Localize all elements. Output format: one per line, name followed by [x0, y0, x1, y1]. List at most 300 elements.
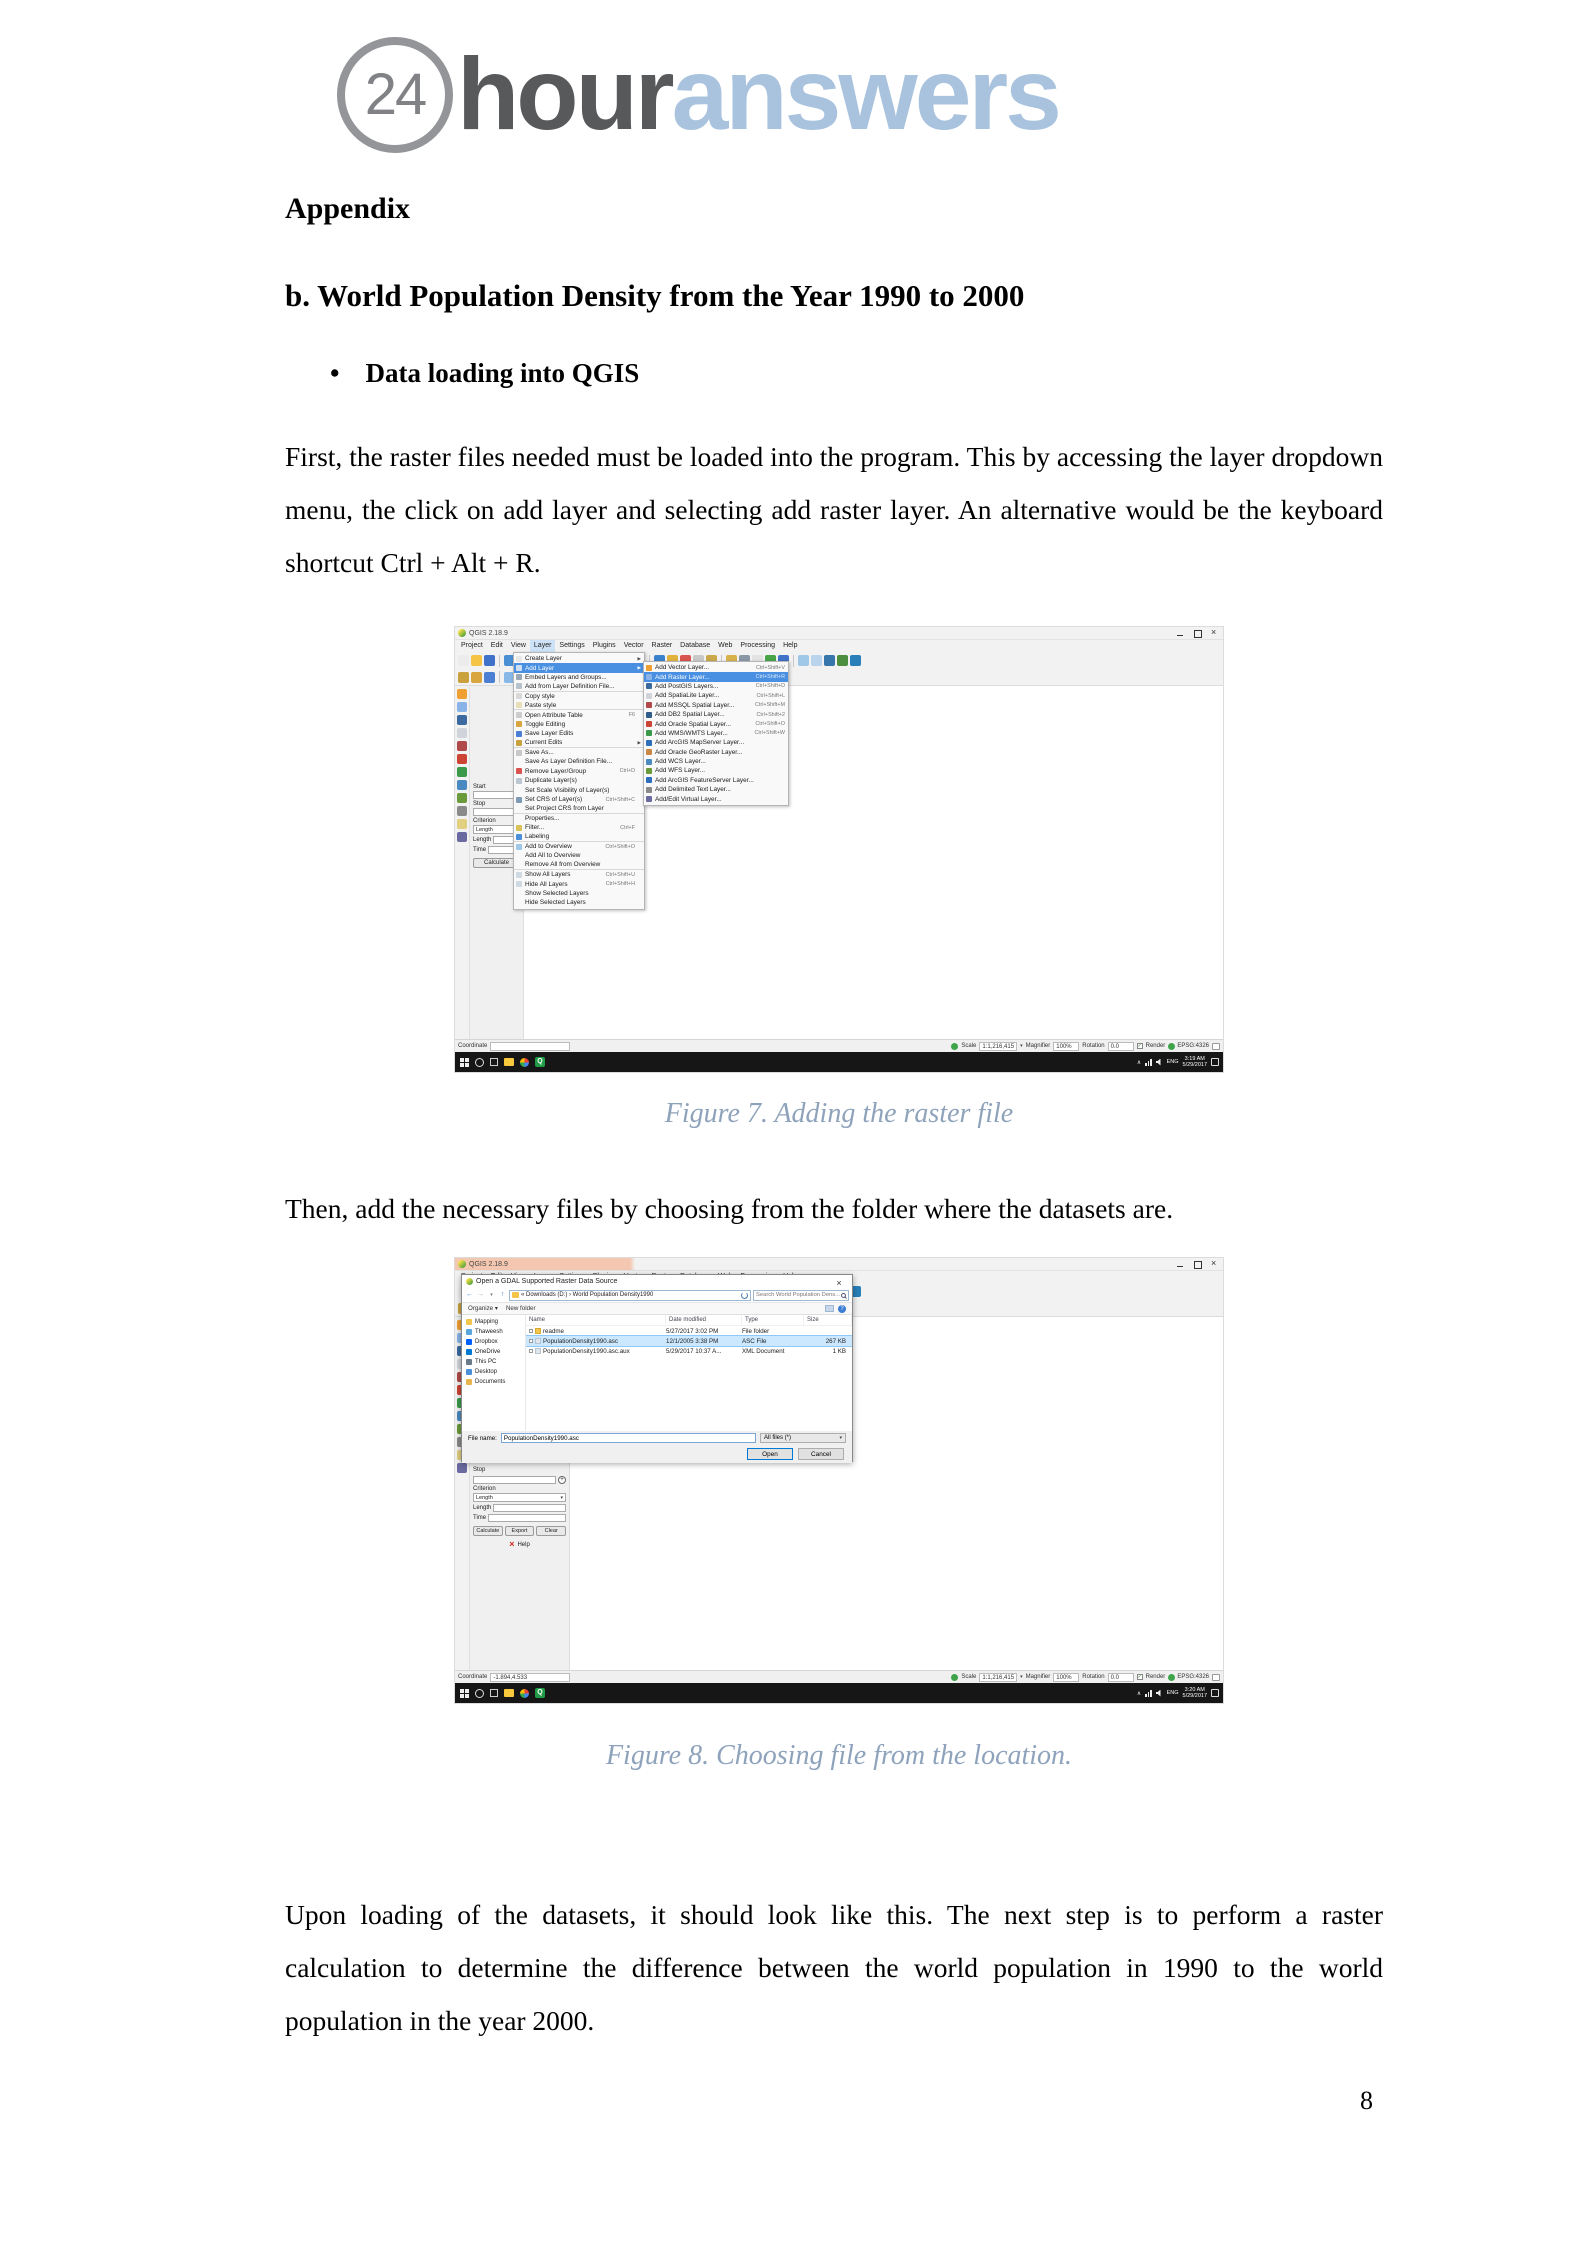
section-heading: b. World Population Density from the Year 1990 to 2000 — [285, 278, 1025, 313]
layer-menu-item[interactable]: Show All Layers Ctrl+Shift+U — [514, 870, 644, 879]
layer-menu-item[interactable]: Copy style — [514, 692, 644, 701]
browser-button[interactable] — [520, 1058, 529, 1067]
magnifier-label: Magnifier — [1025, 1674, 1051, 1680]
logo-word-answers: answers — [671, 37, 1059, 151]
file-row[interactable]: readme 5/27/2017 3:02 PM File folder — [526, 1326, 852, 1336]
layer-menu-item[interactable]: Duplicate Layer(s) — [514, 776, 644, 785]
bullet-item-label: • Data loading into QGIS — [365, 358, 640, 388]
magnifier-input[interactable]: 100% — [1053, 1042, 1079, 1051]
sidebar-item[interactable]: This PC — [462, 1357, 525, 1367]
menu-item-icon — [646, 768, 652, 774]
page-number: 8 — [1360, 2086, 1373, 2115]
save-edits-icon[interactable] — [484, 672, 495, 683]
add-layer-menu-item[interactable]: Add ArcGIS FeatureServer Layer... — [644, 776, 788, 785]
menu-item-icon — [646, 693, 652, 699]
file-checkbox[interactable] — [529, 1349, 533, 1353]
browser-button[interactable] — [520, 1689, 529, 1698]
criterion-label: Criterion — [473, 818, 496, 824]
stop-label: Stop — [473, 801, 486, 807]
add-vector-layer-icon[interactable] — [457, 689, 467, 699]
layer-menu-item[interactable]: Labeling — [514, 832, 644, 841]
search-placeholder: Search World Population Dens... — [756, 1292, 840, 1298]
menu-item[interactable]: Plugins — [592, 642, 616, 649]
globe-icon — [951, 1043, 958, 1050]
maximize-icon[interactable] — [1189, 1258, 1206, 1270]
sidebar-item[interactable]: Mapping — [462, 1317, 525, 1327]
scale-label: Scale — [961, 1674, 977, 1680]
add-wms-layer-icon[interactable] — [457, 767, 467, 777]
search-button[interactable] — [475, 1689, 484, 1698]
menu-item-icon — [516, 768, 522, 774]
menu-item-icon — [516, 805, 522, 811]
file-list — [526, 1315, 852, 1431]
crs-status-button[interactable]: EPSG:4326 — [1168, 1043, 1209, 1050]
submenu-arrow-icon: ▶ — [637, 739, 641, 745]
layer-menu-item[interactable]: Remove Layer/Group Ctrl+D — [514, 767, 644, 776]
menu-item-icon — [646, 674, 652, 680]
menu-item-icon — [516, 900, 522, 906]
up-icon[interactable] — [498, 1290, 507, 1300]
add-layer-menu-item[interactable]: Add WFS Layer... — [644, 766, 788, 775]
menu-item-icon — [516, 890, 522, 896]
new-shapefile-layer-icon[interactable] — [457, 819, 467, 829]
logo-circle-text: 24 — [364, 62, 426, 127]
window-title: QGIS 2.18.9 — [469, 629, 508, 637]
layer-menu-item[interactable]: Open Attribute Table F6 — [514, 710, 644, 719]
minimize-icon[interactable] — [1172, 1258, 1189, 1270]
menu-item[interactable]: Processing — [740, 642, 776, 649]
qgis-logo-icon — [458, 1260, 466, 1268]
network-icon[interactable] — [1145, 1690, 1152, 1697]
menu-item-icon — [646, 683, 652, 689]
submenu-arrow-icon: ▶ — [637, 665, 641, 671]
add-spatialite-layer-icon[interactable] — [457, 728, 467, 738]
menu-item-icon — [516, 834, 522, 840]
add-mssql-layer-icon[interactable] — [457, 741, 467, 751]
start-label: Start — [473, 784, 486, 790]
capture-point-button[interactable] — [558, 1476, 566, 1484]
new-folder-button[interactable]: New folder — [505, 1305, 536, 1312]
tray-expand-icon[interactable]: ∧ — [1136, 1690, 1142, 1697]
layer-menu-item[interactable]: Save As... — [514, 748, 644, 757]
open-button[interactable]: Open — [747, 1448, 793, 1460]
refresh-icon[interactable] — [741, 1292, 748, 1299]
column-header[interactable]: Date modified — [666, 1315, 742, 1325]
sidebar-item[interactable]: Thaweesh — [462, 1327, 525, 1337]
column-header[interactable]: Type — [742, 1315, 804, 1325]
layer-menu-item[interactable]: Create Layer ▶ — [514, 654, 644, 663]
manage-layers-toolbar — [455, 686, 470, 1039]
column-header[interactable]: Name — [526, 1315, 666, 1325]
calculate-button[interactable]: Calculate — [473, 858, 520, 868]
breadcrumb: « Downloads (D:) › World Population Density1990 — [521, 1292, 654, 1298]
figure7 — [455, 627, 1223, 1072]
menu-item-icon — [516, 740, 522, 746]
menu-item-icon — [516, 702, 522, 708]
menu-item-icon — [516, 881, 522, 887]
layer-menu-item[interactable]: Paste style — [514, 701, 644, 710]
menu-item-icon — [516, 721, 522, 727]
length-output — [493, 1504, 566, 1512]
stop-input[interactable] — [473, 1476, 556, 1484]
render-label: Render — [1145, 1043, 1166, 1049]
add-delimited-text-icon[interactable] — [457, 806, 467, 816]
rotation-input[interactable]: 0.0 — [1108, 1673, 1134, 1682]
stop-label: Stop — [473, 1467, 486, 1473]
menu-item-icon — [646, 759, 652, 765]
qgis-taskbar-button[interactable] — [535, 1688, 545, 1698]
address-bar[interactable] — [509, 1290, 751, 1301]
layer-menu-item[interactable]: Toggle Editing — [514, 720, 644, 729]
window-titlebar — [455, 1258, 1223, 1271]
change-view-icon[interactable] — [825, 1305, 834, 1312]
recent-locations-icon[interactable] — [487, 1290, 496, 1300]
separator[interactable] — [793, 655, 794, 667]
qgis-logo-icon — [466, 1278, 473, 1285]
menu-item[interactable]: Web — [718, 642, 733, 649]
chevron-down-icon — [839, 1435, 842, 1441]
appendix-heading: Appendix — [285, 192, 411, 225]
figure8 — [455, 1258, 1223, 1703]
chevron-down-icon — [560, 1495, 563, 1501]
file-icon — [535, 1348, 541, 1354]
column-header[interactable]: Size — [804, 1315, 852, 1325]
layer-menu-item[interactable]: Save As Layer Definition File... — [514, 757, 644, 766]
onedrive-icon — [466, 1349, 472, 1355]
maximize-icon[interactable] — [1189, 627, 1206, 639]
back-icon[interactable] — [465, 1290, 474, 1300]
criterion-label: Criterion — [473, 1486, 496, 1492]
volume-icon[interactable] — [1156, 1690, 1163, 1697]
add-layer-menu-item[interactable]: Add SpatiaLite Layer... Ctrl+Shift+L — [644, 691, 788, 700]
messages-icon[interactable] — [1212, 1043, 1220, 1050]
file-name-input[interactable]: PopulationDensity1990.asc — [501, 1433, 756, 1443]
add-layer-menu-item[interactable]: Add ArcGIS MapServer Layer... — [644, 738, 788, 747]
clear-button[interactable]: Clear — [536, 1526, 566, 1536]
start-button[interactable] — [460, 1689, 469, 1698]
figure7-screenshot — [455, 627, 1223, 1072]
bullet-item — [330, 358, 639, 389]
menu-item-icon — [646, 721, 652, 727]
menu-item[interactable]: Database — [680, 642, 711, 649]
layer-menu-item[interactable]: Properties... — [514, 814, 644, 823]
menu-item[interactable]: Layer — [530, 640, 556, 652]
menu-item-icon — [646, 796, 652, 802]
dialog-close-icon[interactable] — [830, 1273, 848, 1291]
dialog-buttons — [462, 1445, 852, 1463]
clock[interactable]: 3:19 AM 5/29/2017 — [1182, 1055, 1207, 1068]
layer-menu-item[interactable]: Remove All from Overview — [514, 861, 644, 870]
menu-item[interactable]: Vector — [623, 642, 644, 649]
file-list-header — [526, 1315, 852, 1326]
action-center-icon[interactable] — [1211, 1689, 1219, 1697]
dialog-title: Open a GDAL Supported Raster Data Source — [476, 1278, 618, 1285]
length-label: Length — [473, 1505, 492, 1511]
time-label: Time — [473, 847, 487, 853]
search-button[interactable] — [475, 1058, 484, 1067]
crs-globe-icon — [1168, 1043, 1175, 1050]
file-row[interactable]: PopulationDensity1990.asc.aux 5/29/2017 10:37 A... XML Document 1 KB — [526, 1346, 852, 1356]
close-icon[interactable] — [1206, 1258, 1223, 1270]
add-virtual-layer-icon[interactable] — [457, 1463, 467, 1473]
menu-item-icon — [516, 674, 522, 680]
figure8-caption: Figure 8. Choosing file from the location. — [605, 1740, 1073, 1771]
layer-menu-item[interactable]: Add Layer ▶ — [514, 663, 644, 672]
close-panel-icon — [509, 1541, 514, 1549]
figure8-screenshot — [455, 1258, 1223, 1703]
length-label: Length — [473, 837, 492, 843]
magnifier-label: Magnifier — [1025, 1043, 1051, 1049]
add-wfs-layer-icon[interactable] — [457, 793, 467, 803]
minimize-icon[interactable] — [1172, 627, 1189, 639]
help-button[interactable]: Help — [517, 1542, 530, 1548]
menu-item-icon — [516, 656, 522, 662]
open-project-icon[interactable] — [471, 655, 482, 666]
tray-expand-icon[interactable]: ∧ — [1136, 1059, 1142, 1066]
file-checkbox[interactable] — [529, 1339, 533, 1343]
chevron-down-icon: ▾ — [1020, 1674, 1023, 1680]
layer-menu-item[interactable]: Hide All Layers Ctrl+Shift+H — [514, 879, 644, 888]
touch-zoom-icon[interactable] — [811, 655, 822, 666]
time-output — [488, 1514, 566, 1522]
status-bar — [455, 1670, 1223, 1683]
menu-item[interactable]: View — [510, 642, 526, 649]
menu-item-icon — [516, 872, 522, 878]
scale-label: Scale — [961, 1043, 977, 1049]
add-layer-menu-item[interactable]: Add WMS/WMTS Layer... Ctrl+Shift+W — [644, 729, 788, 738]
add-virtual-layer-icon[interactable] — [457, 832, 467, 842]
menu-item-icon — [516, 693, 522, 699]
start-button[interactable] — [460, 1058, 469, 1067]
folder-icon — [535, 1328, 541, 1334]
add-oracle-layer-icon[interactable] — [457, 754, 467, 764]
add-layer-menu-item[interactable]: Add WCS Layer... — [644, 757, 788, 766]
language-indicator[interactable]: ENG — [1166, 1059, 1179, 1065]
qgis-taskbar-button[interactable] — [535, 1057, 545, 1067]
dialog-navigation-bar — [462, 1288, 852, 1303]
search-input[interactable] — [753, 1290, 849, 1301]
menu-bar — [455, 640, 1223, 652]
scale-select[interactable]: 1:1,216,415 — [979, 1042, 1017, 1051]
file-row[interactable]: PopulationDensity1990.asc 12/1/2005 3:38 PM ASC File 267 KB — [526, 1336, 852, 1346]
file-name-row — [462, 1431, 852, 1445]
time-label: Time — [473, 1515, 487, 1521]
status-bar — [455, 1039, 1223, 1052]
window-titlebar — [455, 627, 1223, 640]
add-layer-menu-item[interactable]: Add Vector Layer... Ctrl+Shift+V — [644, 663, 788, 672]
documents-icon — [466, 1379, 472, 1385]
map-tips-icon[interactable] — [798, 655, 809, 666]
menu-item-icon — [516, 683, 522, 689]
open-raster-dialog — [461, 1274, 853, 1462]
layer-menu-item[interactable]: Set Scale Visibility of Layer(s) — [514, 785, 644, 794]
paragraph-2: Then, add the necessary files by choosing from the folder where the datasets are. — [285, 1193, 1174, 1224]
dialog-sidebar — [462, 1315, 526, 1431]
scale-select[interactable]: 1:1,216,415 — [979, 1673, 1017, 1682]
add-wcs-layer-icon[interactable] — [457, 780, 467, 790]
criterion-select[interactable]: Length ▾ — [473, 1493, 566, 1502]
search-icon — [841, 1293, 846, 1298]
globe-icon — [951, 1674, 958, 1681]
help-contents-icon[interactable] — [850, 655, 861, 666]
new-project-icon[interactable] — [458, 655, 469, 666]
menu-item[interactable]: Raster — [651, 642, 673, 649]
menu-item-icon — [516, 665, 522, 671]
processing-toolbox-icon[interactable] — [837, 655, 848, 666]
rotation-input[interactable]: 0.0 — [1108, 1042, 1134, 1051]
messages-icon[interactable] — [1212, 1674, 1220, 1681]
menu-item-icon — [516, 787, 522, 793]
criterion-select[interactable]: Length ▾ — [473, 825, 520, 834]
menu-item[interactable]: Help — [783, 642, 798, 649]
menu-item-icon — [516, 844, 522, 850]
menu-item-icon — [516, 750, 522, 756]
sidebar-item[interactable]: Documents — [462, 1377, 525, 1387]
sidebar-item[interactable]: Desktop — [462, 1367, 525, 1377]
menu-item[interactable]: Project — [461, 642, 483, 649]
toggle-editing-icon[interactable] — [471, 672, 482, 683]
computer-icon — [466, 1359, 472, 1365]
file-icon — [535, 1338, 541, 1344]
logo-word-hour: hour — [457, 37, 672, 151]
file-explorer-button[interactable] — [504, 1689, 514, 1697]
desktop-icon — [466, 1369, 472, 1375]
add-postgis-layer-icon[interactable] — [457, 715, 467, 725]
layer-menu-item[interactable]: Add to Overview Ctrl+Shift+O — [514, 842, 644, 851]
layer-menu-item[interactable]: Current Edits ▶ — [514, 739, 644, 748]
add-raster-layer-icon[interactable] — [457, 702, 467, 712]
crs-globe-icon — [1168, 1674, 1175, 1681]
add-layer-menu-item[interactable]: Add Delimited Text Layer... — [644, 785, 788, 794]
windows-taskbar — [455, 1052, 1223, 1072]
crs-status-button[interactable]: EPSG:4326 — [1168, 1674, 1209, 1681]
layer-menu-item[interactable]: Set CRS of Layer(s) Ctrl+Shift+C — [514, 795, 644, 804]
folder-icon — [512, 1292, 519, 1298]
menu-item-icon — [516, 712, 522, 718]
close-icon[interactable] — [1206, 627, 1223, 639]
file-name-label: File name: — [468, 1434, 497, 1442]
coordinate-input[interactable]: -1.894,4.533 — [490, 1673, 570, 1682]
add-layer-menu-item[interactable]: Add Oracle Spatial Layer... Ctrl+Shift+O — [644, 719, 788, 728]
paragraph-1: First, the raster files needed must be loaded into the program. This by accessing the layer dropdown menu, the click on add layer and selecting add raster layer. An alternative would be the keyboard shortcut Ctrl + Alt + R. — [285, 441, 1383, 578]
add-layer-menu-item[interactable]: Add Raster Layer... Ctrl+Shift+R — [644, 672, 788, 681]
folder-icon — [466, 1319, 472, 1325]
task-view-button[interactable] — [490, 1689, 498, 1697]
menu-item-icon — [646, 712, 652, 718]
action-center-icon[interactable] — [1211, 1058, 1219, 1066]
organize-button[interactable]: Organize ▾ — [468, 1305, 498, 1312]
windows-taskbar — [455, 1683, 1223, 1703]
task-view-button[interactable] — [490, 1058, 498, 1066]
layer-menu-item[interactable]: Add from Layer Definition File... — [514, 682, 644, 691]
menu-item-icon — [646, 740, 652, 746]
user-folder-icon — [466, 1329, 472, 1335]
figure7-caption: Figure 7. Adding the raster file — [664, 1098, 1014, 1129]
chevron-down-icon: ▾ — [1020, 1043, 1023, 1049]
sidebar-item[interactable]: OneDrive — [462, 1347, 525, 1357]
menu-item-icon — [646, 702, 652, 708]
export-button[interactable]: Export — [505, 1526, 535, 1536]
language-indicator[interactable]: ENG — [1166, 1690, 1179, 1696]
cancel-button[interactable]: Cancel — [798, 1448, 844, 1460]
layer-menu-item[interactable]: Set Project CRS from Layer — [514, 804, 644, 813]
menu-item-icon — [516, 862, 522, 868]
layer-menu-item[interactable]: Save Layer Edits — [514, 729, 644, 738]
separator[interactable] — [499, 671, 500, 683]
layer-menu-item[interactable]: Add All to Overview — [514, 851, 644, 860]
menu-item-icon — [516, 797, 522, 803]
menu-item-icon — [646, 665, 652, 671]
add-layer-menu-item[interactable]: Add/Edit Virtual Layer... — [644, 794, 788, 803]
add-layer-menu-item[interactable]: Add PostGIS Layers... Ctrl+Shift+D — [644, 682, 788, 691]
coordinate-label: Coordinate — [458, 1043, 488, 1049]
sidebar-item[interactable]: Dropbox — [462, 1337, 525, 1347]
calculate-button[interactable]: Calculate — [473, 1526, 503, 1536]
menu-item-icon — [646, 749, 652, 755]
menu-item[interactable]: Settings — [559, 642, 585, 649]
add-layer-menu-item[interactable]: Add Oracle GeoRaster Layer... — [644, 748, 788, 757]
menu-item-icon — [516, 853, 522, 859]
coordinate-input[interactable] — [490, 1042, 570, 1051]
dropbox-icon — [466, 1339, 472, 1345]
submenu-arrow-icon: ▶ — [637, 655, 641, 661]
dialog-command-bar — [462, 1303, 852, 1315]
rotation-label: Rotation — [1082, 1043, 1105, 1049]
menu-item-icon — [516, 778, 522, 784]
rotation-label: Rotation — [1082, 1674, 1105, 1680]
layer-menu-item[interactable]: Embed Layers and Groups... — [514, 673, 644, 682]
layer-menu-item[interactable]: Filter... Ctrl+F — [514, 823, 644, 832]
help-icon[interactable] — [838, 1305, 846, 1313]
forward-icon[interactable] — [476, 1290, 485, 1300]
save-project-icon[interactable] — [484, 655, 495, 666]
menu-item-icon — [646, 777, 652, 783]
coordinate-label: Coordinate — [458, 1674, 488, 1680]
window-title: QGIS 2.18.9 — [469, 1260, 508, 1268]
add-layer-menu-item[interactable]: Add DB2 Spatial Layer... Ctrl+Shift+2 — [644, 710, 788, 719]
render-label: Render — [1145, 1674, 1166, 1680]
python-console-icon[interactable] — [824, 655, 835, 666]
dialog-body — [462, 1315, 852, 1431]
paragraph-3: Upon loading of the datasets, it should look like this. The next step is to perform a raster calculation to determine the difference between the world population in 1990 to the world population in the year 2000. — [285, 1899, 1383, 2036]
volume-icon[interactable] — [1156, 1059, 1163, 1066]
clock[interactable]: 3:20 AM 5/29/2017 — [1182, 1686, 1207, 1699]
dialog-titlebar — [462, 1275, 852, 1288]
render-checkbox[interactable] — [1137, 1674, 1143, 1680]
file-checkbox[interactable] — [529, 1329, 533, 1333]
logo-24-icon — [337, 37, 453, 153]
render-checkbox[interactable] — [1137, 1043, 1143, 1049]
network-icon[interactable] — [1145, 1059, 1152, 1066]
logo — [337, 36, 1059, 153]
menu-item-icon — [646, 787, 652, 793]
current-edits-icon[interactable] — [458, 672, 469, 683]
separator[interactable] — [499, 655, 500, 667]
add-layer-menu-item[interactable]: Add MSSQL Spatial Layer... Ctrl+Shift+M — [644, 701, 788, 710]
layer-menu-item[interactable]: Hide Selected Layers — [514, 898, 644, 907]
menu-item-icon — [516, 825, 522, 831]
layer-menu-dropdown — [513, 652, 645, 910]
qgis-logo-icon — [458, 629, 466, 637]
file-type-dropdown[interactable]: All files (*) ▾ — [760, 1433, 846, 1443]
menu-item-icon — [516, 815, 522, 821]
file-explorer-button[interactable] — [504, 1058, 514, 1066]
layer-menu-item[interactable]: Show Selected Layers — [514, 889, 644, 898]
menu-item-icon — [516, 759, 522, 765]
magnifier-input[interactable]: 100% — [1053, 1673, 1079, 1682]
menu-item-icon — [516, 731, 522, 737]
menu-item[interactable]: Edit — [490, 642, 503, 649]
